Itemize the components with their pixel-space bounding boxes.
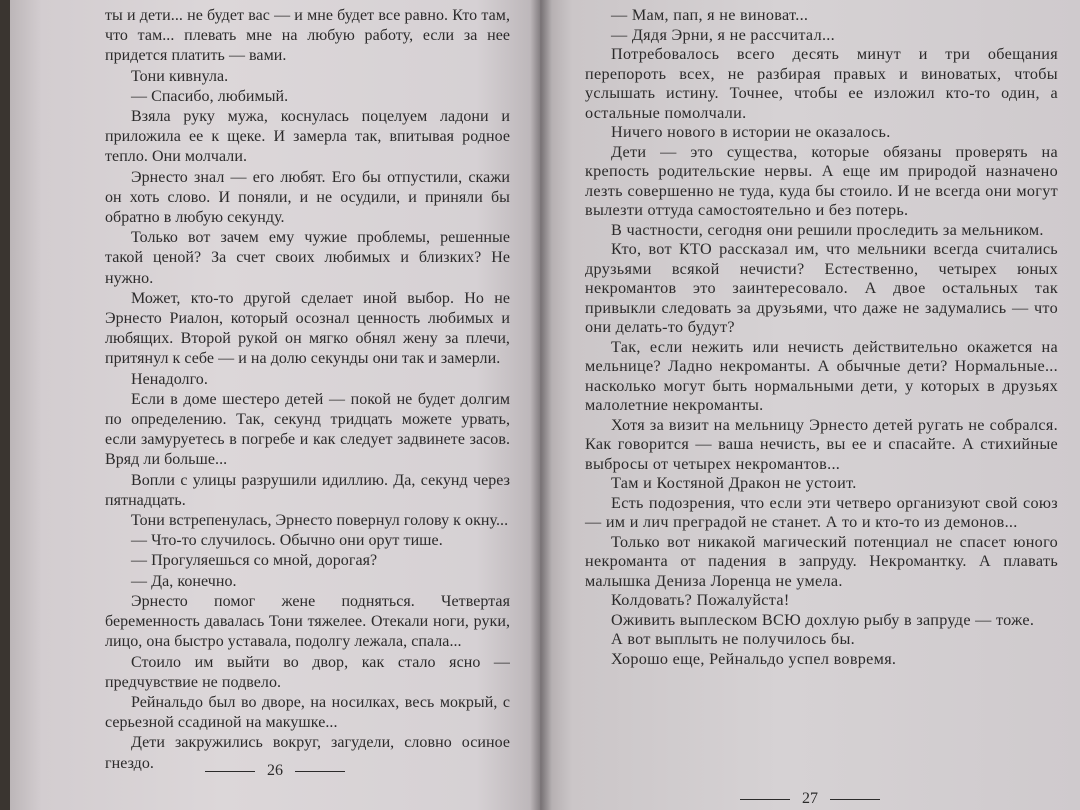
paragraph: — Спасибо, любимый. <box>131 87 289 105</box>
left-page-text <box>105 6 510 774</box>
folio-rule <box>205 771 255 772</box>
paragraph: Вопли с улицы разрушили идиллию. Да, секунд через пятнадцать. <box>105 471 510 509</box>
left-page-folio <box>10 762 540 780</box>
paragraph: Хорошо еще, Рейнальдо успел вовремя. <box>611 649 897 668</box>
right-page-text <box>585 6 1058 669</box>
paragraph: — Что-то случилось. Обычно они орут тише. <box>131 532 443 550</box>
paragraph: Может, кто-то другой сделает иной выбор. Но не Эрнесто Риалон, который осознал ценность любимых и любящих. Второй рукой он мягко обнял жену за плечи, притянул к себе — и на долю секунды они так и замерли. <box>105 289 510 368</box>
paragraph: В частности, сегодня они решили проследить за мельником. <box>611 220 1044 239</box>
paragraph: — Прогуляешься со мной, дорогая? <box>131 552 378 570</box>
paragraph: ты и дети... не будет вас — и мне будет все равно. Кто там, что там... плевать мне на любую работу, если за нее придется платить — вами. <box>105 7 510 65</box>
paragraph: Хотя за визит на мельницу Эрнесто детей ругать не собрался. Как говорится — ваша нечисть, вы ее и спасайте. А стихийные выбросы от четырех некромантов... <box>585 415 1058 473</box>
paragraph: Оживить выплеском ВСЮ дохлую рыбу в запруде — тоже. <box>611 610 1035 629</box>
paragraph: Эрнесто помог жене подняться. Четвертая беременность давалась Тони тяжелее. Отекали ноги, руки, лицо, она быстро уставала, подолгу лежала, спала... <box>105 592 510 651</box>
paragraph: — Мам, пап, я не виноват... <box>611 6 809 24</box>
paragraph: Так, если нежить или нечисть действительно окажется на мельнице? Ладно некроманты. А обычные дети? Нормальные... насколько могут быть нормальными дети, у которых в друзьях малолетние некроманты. <box>585 337 1058 414</box>
paragraph: Рейнальдо был во дворе, на носилках, весь мокрый, с серьезной ссадиной на макушке... <box>105 693 510 732</box>
paragraph: Ничего нового в истории не оказалось. <box>611 123 891 141</box>
right-page <box>540 0 1080 810</box>
paragraph: Стоило им выйти во двор, как стало ясно — предчувствие не подвело. <box>105 653 510 691</box>
paragraph: Колдовать? Пожалуйста! <box>611 591 790 609</box>
folio-rule <box>830 799 880 800</box>
paragraph: Ненадолго. <box>131 370 208 388</box>
paragraph: Если в доме шестеро детей — покой не будет долгим по определению. Так, секунд тридцать можете урвать, если замуруетесь в погребе и как следует задвинете засов. Вряд ли больше... <box>105 390 510 469</box>
paragraph: Только вот никакой магический потенциал не спасет юного некроманта от падения в запруду. Некромантку. А плавать малышка Дениза Лоренца не умела. <box>585 532 1058 590</box>
paragraph: Там и Костяной Дракон не устоит. <box>611 474 857 492</box>
paragraph: Эрнесто знал — его любят. Его бы отпустили, скажи он хоть слово. И поняли, и не осудили, и приняли бы обратно в любую секунду. <box>105 168 510 227</box>
paragraph: Дети — это существа, которые обязаны проверять на крепость родительские нервы. А еще им природой назначено лезть совершенно не туда, куда бы стоило. И не всегда они могут вылезти оттуда самостоятельно и без потерь. <box>585 142 1058 219</box>
right-page-folio <box>540 790 1080 808</box>
page-number-right: 27 <box>802 790 818 807</box>
paragraph: — Да, конечно. <box>131 572 237 590</box>
paragraph: Кто, вот КТО рассказал им, что мельники всегда считались друзьями всякой нечисти? Естественно, четырех юных некромантов это заинтересовало. А двое остальных так привыкли следовать за друзьями, что даже не задумались — что они делать-то будут? <box>585 240 1058 336</box>
paragraph: — Дядя Эрни, я не рассчитал... <box>611 25 835 44</box>
folio-rule <box>295 771 345 772</box>
paragraph: Взяла руку мужа, коснулась поцелуем ладони и приложила ее к щеке. И замерла так, впитывая родное тепло. Они молчали. <box>105 108 510 166</box>
paragraph: Тони встрепенулась, Эрнесто повернул голову к окну... <box>131 512 509 530</box>
folio-rule <box>740 799 790 800</box>
book-gutter <box>530 0 552 810</box>
paragraph: Потребовалось всего десять минут и три обещания перепороть всех, не разбирая правых и виноватых, чтобы услышать истину. Точнее, чтобы ее изложил кто-то один, а остальные помолчали. <box>585 45 1058 122</box>
page-number-left: 26 <box>267 762 283 779</box>
paragraph: Тони кивнула. <box>131 67 229 85</box>
paragraph: А вот выплыть не получилось бы. <box>611 630 855 648</box>
paragraph: Только вот зачем ему чужие проблемы, решенные такой ценой? За счет своих любимых и близких? Не нужно. <box>105 229 510 287</box>
paragraph: Есть подозрения, что если эти четверо организуют свой союз — им и лич преградой не станет. А то и кто-то из демонов... <box>585 493 1058 531</box>
paragraph: Дети закружились вокруг, загудели, словно осиное гнездо. <box>105 734 510 772</box>
left-page <box>10 0 540 810</box>
